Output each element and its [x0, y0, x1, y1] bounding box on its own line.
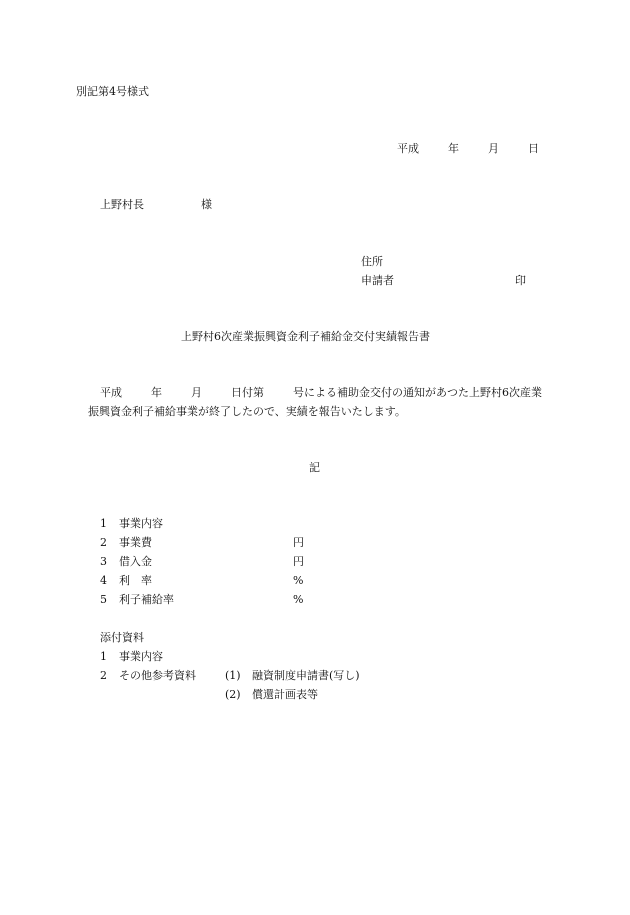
date-year: 年 — [448, 142, 459, 155]
body-month: 月 — [191, 386, 202, 399]
attachment-item — [100, 651, 163, 662]
attachment-item — [100, 670, 360, 681]
attachment-label: 事業内容 — [119, 650, 163, 663]
attachment-label: その他参考資料 — [119, 669, 196, 682]
item-number: 1 — [100, 517, 107, 530]
item-number: 5 — [100, 593, 107, 606]
list-item — [100, 594, 303, 605]
date-line — [397, 143, 539, 154]
item-label: 事業費 — [119, 536, 152, 549]
attachment-number: 2 — [100, 669, 107, 682]
addressee — [100, 199, 212, 210]
list-item — [100, 537, 304, 548]
sub-item — [225, 689, 318, 700]
sub-item-number: (2) — [225, 688, 241, 701]
item-unit: % — [293, 574, 304, 587]
ki-mark: 記 — [309, 461, 320, 474]
item-number: 3 — [100, 555, 107, 568]
item-unit: 円 — [293, 536, 304, 549]
item-label: 借入金 — [119, 555, 152, 568]
body-rest: 号による補助金交付の通知があつた上野村6次産業 — [293, 386, 542, 399]
item-label: 利 率 — [119, 574, 152, 587]
attachment-number: 1 — [100, 650, 107, 663]
list-item — [100, 575, 303, 586]
sub-item-label: 融資制度申請書(写し) — [252, 669, 360, 682]
item-number: 2 — [100, 536, 107, 549]
sub-item-number: (1) — [225, 669, 241, 682]
date-month: 月 — [488, 142, 499, 155]
applicant-label: 申請者 — [361, 274, 394, 287]
item-unit: % — [293, 593, 304, 606]
body-day: 日付第 — [231, 386, 264, 399]
item-unit: 円 — [293, 555, 304, 568]
list-item — [100, 556, 304, 567]
attachments-heading: 添付資料 — [100, 631, 144, 644]
date-day: 日 — [528, 142, 539, 155]
item-label: 利子補給率 — [119, 593, 174, 606]
form-number: 別記第4号様式 — [76, 85, 149, 98]
addressee-honorific: 様 — [201, 198, 212, 211]
sub-item-label: 償還計画表等 — [252, 688, 318, 701]
date-era: 平成 — [397, 142, 419, 155]
body-year: 年 — [151, 386, 162, 399]
document-title: 上野村6次産業振興資金利子補給金交付実績報告書 — [181, 330, 430, 343]
body-line-1 — [100, 387, 542, 398]
list-item — [100, 518, 293, 529]
item-number: 4 — [100, 574, 107, 587]
body-line-2: 振興資金利子補給事業が終了したので、実績を報告いたします。 — [88, 405, 406, 418]
seal-mark: 印 — [515, 274, 526, 287]
body-era: 平成 — [100, 386, 122, 399]
item-label: 事業内容 — [119, 517, 163, 530]
address-label: 住所 — [361, 255, 383, 268]
addressee-name: 上野村長 — [100, 198, 144, 211]
